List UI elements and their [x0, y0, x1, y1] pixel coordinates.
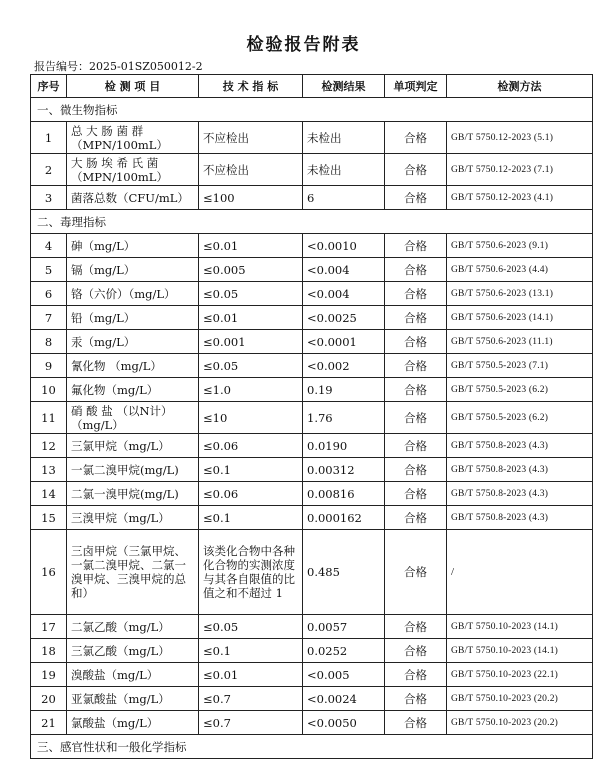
- row-number: 16: [31, 530, 67, 615]
- row-verdict: 合格: [385, 530, 447, 615]
- row-item: 二氯一溴甲烷(mg/L): [67, 482, 199, 506]
- row-method: GB/T 5750.10-2023 (20.2): [447, 687, 593, 711]
- row-number: 15: [31, 506, 67, 530]
- row-verdict: 合格: [385, 330, 447, 354]
- row-method: GB/T 5750.5-2023 (6.2): [447, 402, 593, 434]
- table-row: [31, 711, 593, 735]
- row-verdict: 合格: [385, 615, 447, 639]
- table-header-row: [31, 75, 593, 98]
- row-item: 砷（mg/L）: [67, 234, 199, 258]
- header-method: 检测方法: [447, 75, 593, 98]
- row-verdict: 合格: [385, 711, 447, 735]
- row-result: 0.0190: [303, 434, 385, 458]
- row-item: 硝 酸 盐 （以N计）（mg/L）: [67, 402, 199, 434]
- section-title: 二、毒理指标: [31, 210, 593, 234]
- section-title: 一、微生物指标: [31, 98, 593, 122]
- table-row: [31, 663, 593, 687]
- row-verdict: 合格: [385, 402, 447, 434]
- row-method: GB/T 5750.8-2023 (4.3): [447, 506, 593, 530]
- row-number: 2: [31, 154, 67, 186]
- row-result: <0.0024: [303, 687, 385, 711]
- report-number: 报告编号：2025-01SZ050012-2: [34, 60, 203, 73]
- row-verdict: 合格: [385, 122, 447, 154]
- row-spec: ≤0.06: [199, 434, 303, 458]
- row-spec: ≤0.01: [199, 663, 303, 687]
- row-number: 7: [31, 306, 67, 330]
- row-result: 0.0057: [303, 615, 385, 639]
- row-number: 8: [31, 330, 67, 354]
- table-row: [31, 506, 593, 530]
- row-verdict: 合格: [385, 378, 447, 402]
- row-number: 3: [31, 186, 67, 210]
- row-result: <0.0050: [303, 711, 385, 735]
- row-item: 一氯二溴甲烷(mg/L): [67, 458, 199, 482]
- row-method: GB/T 5750.6-2023 (4.4): [447, 258, 593, 282]
- row-number: 10: [31, 378, 67, 402]
- row-item: 镉（mg/L）: [67, 258, 199, 282]
- row-item: 氟化物（mg/L）: [67, 378, 199, 402]
- row-item: 三溴甲烷（mg/L）: [67, 506, 199, 530]
- row-result: <0.0025: [303, 306, 385, 330]
- row-spec: ≤0.7: [199, 711, 303, 735]
- row-result: <0.004: [303, 258, 385, 282]
- row-item: 溴酸盐（mg/L）: [67, 663, 199, 687]
- row-item: 菌落总数（CFU/mL）: [67, 186, 199, 210]
- section-title: 三、感官性状和一般化学指标: [31, 735, 593, 759]
- row-spec: ≤0.05: [199, 282, 303, 306]
- row-verdict: 合格: [385, 663, 447, 687]
- row-method: GB/T 5750.6-2023 (14.1): [447, 306, 593, 330]
- row-method: GB/T 5750.10-2023 (14.1): [447, 639, 593, 663]
- row-verdict: 合格: [385, 639, 447, 663]
- row-spec: ≤1.0: [199, 378, 303, 402]
- row-verdict: 合格: [385, 306, 447, 330]
- row-method: GB/T 5750.5-2023 (7.1): [447, 354, 593, 378]
- row-item: 汞（mg/L）: [67, 330, 199, 354]
- row-verdict: 合格: [385, 354, 447, 378]
- row-number: 14: [31, 482, 67, 506]
- table-row: [31, 122, 593, 154]
- row-number: 18: [31, 639, 67, 663]
- row-method: GB/T 5750.10-2023 (20.2): [447, 711, 593, 735]
- table-row: [31, 482, 593, 506]
- row-item: 三氯乙酸（mg/L）: [67, 639, 199, 663]
- row-number: 13: [31, 458, 67, 482]
- row-number: 1: [31, 122, 67, 154]
- row-number: 5: [31, 258, 67, 282]
- section-row: [31, 98, 593, 122]
- row-method: GB/T 5750.8-2023 (4.3): [447, 458, 593, 482]
- row-method: GB/T 5750.5-2023 (6.2): [447, 378, 593, 402]
- row-verdict: 合格: [385, 687, 447, 711]
- table-row: [31, 687, 593, 711]
- table-row: [31, 530, 593, 615]
- table-row: [31, 639, 593, 663]
- row-method: GB/T 5750.10-2023 (14.1): [447, 615, 593, 639]
- row-number: 11: [31, 402, 67, 434]
- table-row: [31, 282, 593, 306]
- row-number: 19: [31, 663, 67, 687]
- row-verdict: 合格: [385, 282, 447, 306]
- row-method: GB/T 5750.12-2023 (5.1): [447, 122, 593, 154]
- row-item: 氰化物 （mg/L）: [67, 354, 199, 378]
- row-result: 未检出: [303, 122, 385, 154]
- row-spec: ≤0.06: [199, 482, 303, 506]
- row-spec: ≤0.01: [199, 234, 303, 258]
- document-title: 检验报告附表: [246, 35, 361, 55]
- row-spec: 不应检出: [199, 122, 303, 154]
- row-spec: 不应检出: [199, 154, 303, 186]
- row-method: /: [447, 530, 593, 615]
- results-table: [30, 74, 593, 759]
- row-result: 0.00312: [303, 458, 385, 482]
- row-verdict: 合格: [385, 258, 447, 282]
- row-spec: ≤0.7: [199, 687, 303, 711]
- row-number: 17: [31, 615, 67, 639]
- row-number: 20: [31, 687, 67, 711]
- section-row: [31, 210, 593, 234]
- row-spec: ≤100: [199, 186, 303, 210]
- row-result: <0.0010: [303, 234, 385, 258]
- row-verdict: 合格: [385, 234, 447, 258]
- row-verdict: 合格: [385, 154, 447, 186]
- header-result: 检测结果: [303, 75, 385, 98]
- header-spec: 技 术 指 标: [199, 75, 303, 98]
- table-row: [31, 615, 593, 639]
- row-method: GB/T 5750.12-2023 (7.1): [447, 154, 593, 186]
- row-spec: ≤0.1: [199, 458, 303, 482]
- header-verdict: 单项判定: [385, 75, 447, 98]
- row-method: GB/T 5750.6-2023 (11.1): [447, 330, 593, 354]
- row-method: GB/T 5750.8-2023 (4.3): [447, 434, 593, 458]
- row-result: <0.005: [303, 663, 385, 687]
- row-verdict: 合格: [385, 458, 447, 482]
- row-result: 6: [303, 186, 385, 210]
- row-spec: ≤0.1: [199, 639, 303, 663]
- row-result: 0.00816: [303, 482, 385, 506]
- table-row: [31, 306, 593, 330]
- row-number: 21: [31, 711, 67, 735]
- row-result: 0.000162: [303, 506, 385, 530]
- row-result: 0.19: [303, 378, 385, 402]
- row-method: GB/T 5750.10-2023 (22.1): [447, 663, 593, 687]
- row-spec: ≤0.005: [199, 258, 303, 282]
- header-no: 序号: [31, 75, 67, 98]
- row-verdict: 合格: [385, 506, 447, 530]
- table-row: [31, 434, 593, 458]
- row-number: 9: [31, 354, 67, 378]
- row-number: 6: [31, 282, 67, 306]
- table-row: [31, 186, 593, 210]
- table-row: [31, 458, 593, 482]
- row-spec: ≤0.05: [199, 354, 303, 378]
- row-spec: ≤0.1: [199, 506, 303, 530]
- row-item: 大 肠 埃 希 氏 菌（MPN/100mL）: [67, 154, 199, 186]
- row-method: GB/T 5750.6-2023 (9.1): [447, 234, 593, 258]
- row-item: 三氯甲烷（mg/L）: [67, 434, 199, 458]
- table-row: [31, 354, 593, 378]
- row-result: <0.0001: [303, 330, 385, 354]
- table-row: [31, 402, 593, 434]
- row-item: 铅（mg/L）: [67, 306, 199, 330]
- row-spec: ≤0.01: [199, 306, 303, 330]
- row-number: 12: [31, 434, 67, 458]
- table-row: [31, 258, 593, 282]
- row-result: <0.002: [303, 354, 385, 378]
- row-spec: ≤0.001: [199, 330, 303, 354]
- row-spec: ≤0.05: [199, 615, 303, 639]
- row-item: 铬（六价）（mg/L）: [67, 282, 199, 306]
- row-method: GB/T 5750.6-2023 (13.1): [447, 282, 593, 306]
- row-spec: 该类化合物中各种化合物的实测浓度与其各自限值的比值之和不超过 1: [199, 530, 303, 615]
- table-row: [31, 154, 593, 186]
- header-item: 检 测 项 目: [67, 75, 199, 98]
- table-row: [31, 330, 593, 354]
- row-result: <0.004: [303, 282, 385, 306]
- row-method: GB/T 5750.8-2023 (4.3): [447, 482, 593, 506]
- table-row: [31, 378, 593, 402]
- row-verdict: 合格: [385, 434, 447, 458]
- row-item: 总 大 肠 菌 群（MPN/100mL）: [67, 122, 199, 154]
- row-result: 1.76: [303, 402, 385, 434]
- row-result: 0.485: [303, 530, 385, 615]
- row-item: 亚氯酸盐（mg/L）: [67, 687, 199, 711]
- row-result: 未检出: [303, 154, 385, 186]
- section-row: [31, 735, 593, 759]
- row-result: 0.0252: [303, 639, 385, 663]
- row-item: 氯酸盐（mg/L）: [67, 711, 199, 735]
- row-item: 三卤甲烷（三氯甲烷、一氯二溴甲烷、二氯一溴甲烷、三溴甲烷的总和）: [67, 530, 199, 615]
- table-row: [31, 234, 593, 258]
- row-method: GB/T 5750.12-2023 (4.1): [447, 186, 593, 210]
- row-verdict: 合格: [385, 186, 447, 210]
- row-number: 4: [31, 234, 67, 258]
- row-item: 二氯乙酸（mg/L）: [67, 615, 199, 639]
- row-spec: ≤10: [199, 402, 303, 434]
- row-verdict: 合格: [385, 482, 447, 506]
